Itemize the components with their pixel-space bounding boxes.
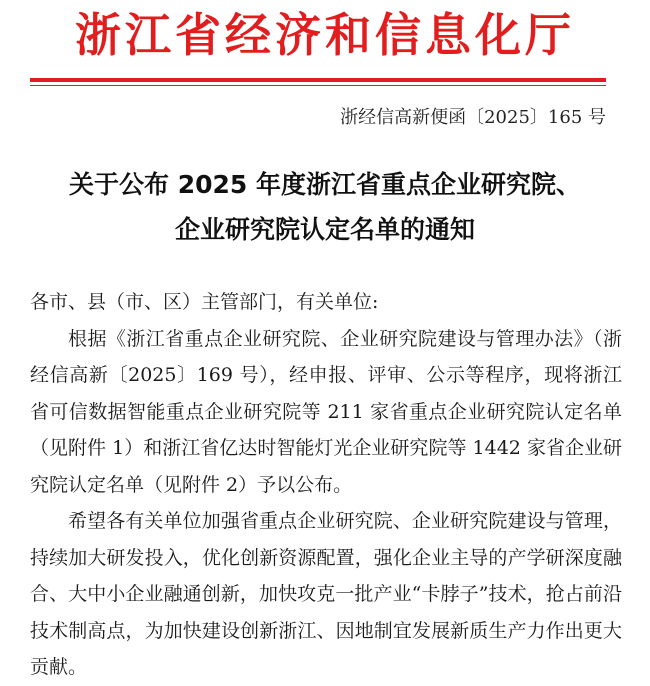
letterhead-red-rule-thin: [30, 85, 606, 86]
agency-name: 浙江省经济和信息化厅: [75, 8, 575, 62]
document-title: [20, 162, 630, 252]
title-line-1: 关于公布 2025 年度浙江省重点企业研究院、: [69, 170, 581, 199]
body-paragraph-1: 根据《浙江省重点企业研究院、企业研究院建设与管理办法》（浙经信高新〔2025〕169 号），经申报、评审、公示等程序，现将浙江省可信数据智能重点企业研究院等 211 家省重点企业研究院认定名单（见附件 1）和浙江省亿达时智能灯光企业研究院等 1442 家省企业研究院认定名单（见附件 2）予以公布。: [30, 327, 622, 496]
salutation: 各市、县（市、区）主管部门，有关单位:: [30, 291, 379, 313]
document-number: 浙经信高新便函〔2025〕165 号: [340, 107, 606, 128]
letterhead: [0, 6, 650, 76]
letterhead-red-rule: [30, 78, 606, 82]
document-body: [30, 284, 622, 686]
body-paragraph-2: 希望各有关单位加强省重点企业研究院、企业研究院建设与管理，持续加大研发投入，优化创新资源配置，强化企业主导的产学研深度融合、大中小企业融通创新，加快攻克一批产业“卡脖子”技术，抢占前沿技术制高点，为加快建设创新浙江、因地制宜发展新质生产力作出更大贡献。: [30, 510, 622, 678]
title-line-2: 企业研究院认定名单的通知: [174, 215, 475, 244]
